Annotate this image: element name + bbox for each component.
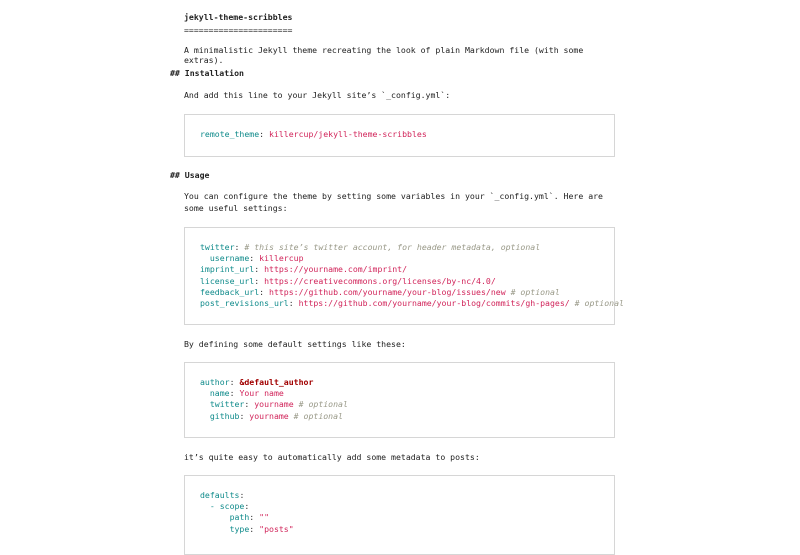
yaml-key: path xyxy=(229,512,250,523)
yaml-key: author xyxy=(200,377,230,387)
code-line: twitter: yourname # optional xyxy=(209,399,348,410)
yaml-value: killercup/jekyll-theme-scribbles xyxy=(269,129,427,139)
installation-code-block xyxy=(184,114,615,157)
code-line: username: killercup xyxy=(209,253,304,264)
defaults-code-block xyxy=(184,475,615,555)
yaml-key: twitter xyxy=(209,399,245,410)
intro-paragraph: A minimalistic Jekyll theme recreating the look of plain Markdown file (with some extras). xyxy=(184,45,584,65)
metadata-text: it’s quite easy to automatically add some metadata to posts: xyxy=(184,452,480,462)
yaml-key: github xyxy=(209,410,240,421)
code-line: path: "" xyxy=(229,512,270,523)
code-line: post_revisions_url: https://github.com/yourname/your-blog/commits/gh-pages/ # optional xyxy=(200,297,624,308)
code-line: github: yourname # optional xyxy=(209,410,343,421)
yaml-key: - scope xyxy=(209,501,245,512)
document-title: jekyll-theme-scribbles xyxy=(184,12,293,22)
usage-code-block xyxy=(184,227,624,325)
code-line: twitter: # this site’s twitter account, for header metadata, optional xyxy=(200,242,541,252)
yaml-value: "posts" xyxy=(259,523,294,534)
yaml-value: https://yourname.com/imprint/ xyxy=(264,264,408,275)
usage-text: You can configure the theme by setting some variables in your `_config.yml`. Here are some useful settings: xyxy=(184,191,603,213)
yaml-key: twitter xyxy=(200,242,235,252)
yaml-value: killercup xyxy=(259,253,304,264)
usage-heading: ## Usage xyxy=(170,170,210,180)
yaml-comment: # optional xyxy=(510,286,560,297)
yaml-value: https://creativecommons.org/licenses/by-nc/4.0/ xyxy=(264,275,496,286)
yaml-key: license_url xyxy=(200,275,255,286)
defaults-text: By defining some default settings like these: xyxy=(184,339,406,349)
yaml-value: "" xyxy=(259,512,270,523)
yaml-key: type xyxy=(229,523,250,534)
code-line: type: "posts" xyxy=(229,523,294,534)
yaml-value: https://github.com/yourname/your-blog/commits/gh-pages/ xyxy=(298,297,570,308)
yaml-key: imprint_url xyxy=(200,264,255,275)
code-line: - scope: xyxy=(209,501,250,512)
code-line: author: &default_author xyxy=(200,377,314,387)
yaml-comment: # this site’s twitter account, for header metadata, optional xyxy=(244,242,541,252)
yaml-value: Your name xyxy=(239,388,284,399)
yaml-anchor: &default_author xyxy=(239,377,314,387)
yaml-key: remote_theme xyxy=(200,129,260,139)
title-underline: ====================== xyxy=(184,25,293,35)
code-line: feedback_url: https://github.com/yourname/your-blog/issues/new # optional xyxy=(200,286,560,297)
yaml-key: feedback_url xyxy=(200,286,260,297)
code-line: defaults: xyxy=(200,490,245,500)
author-code-block xyxy=(184,362,615,438)
yaml-comment: # optional xyxy=(298,399,348,410)
installation-heading: ## Installation xyxy=(170,68,244,78)
installation-text: And add this line to your Jekyll site’s `_config.yml`: xyxy=(184,90,451,100)
yaml-key: post_revisions_url xyxy=(200,297,289,308)
code-line: license_url: https://creativecommons.org/licenses/by-nc/4.0/ xyxy=(200,275,496,286)
yaml-comment: # optional xyxy=(293,410,343,421)
yaml-comment: # optional xyxy=(574,297,624,308)
yaml-key: username xyxy=(209,253,250,264)
yaml-value: yourname xyxy=(249,410,289,421)
yaml-value: https://github.com/yourname/your-blog/issues/new xyxy=(269,286,506,297)
yaml-value: yourname xyxy=(254,399,294,410)
yaml-key: name xyxy=(209,388,230,399)
code-line: remote_theme: killercup/jekyll-theme-scribbles xyxy=(200,129,427,139)
code-line: imprint_url: https://yourname.com/imprint/ xyxy=(200,264,408,275)
code-line: name: Your name xyxy=(209,388,284,399)
yaml-key: defaults xyxy=(200,490,240,500)
